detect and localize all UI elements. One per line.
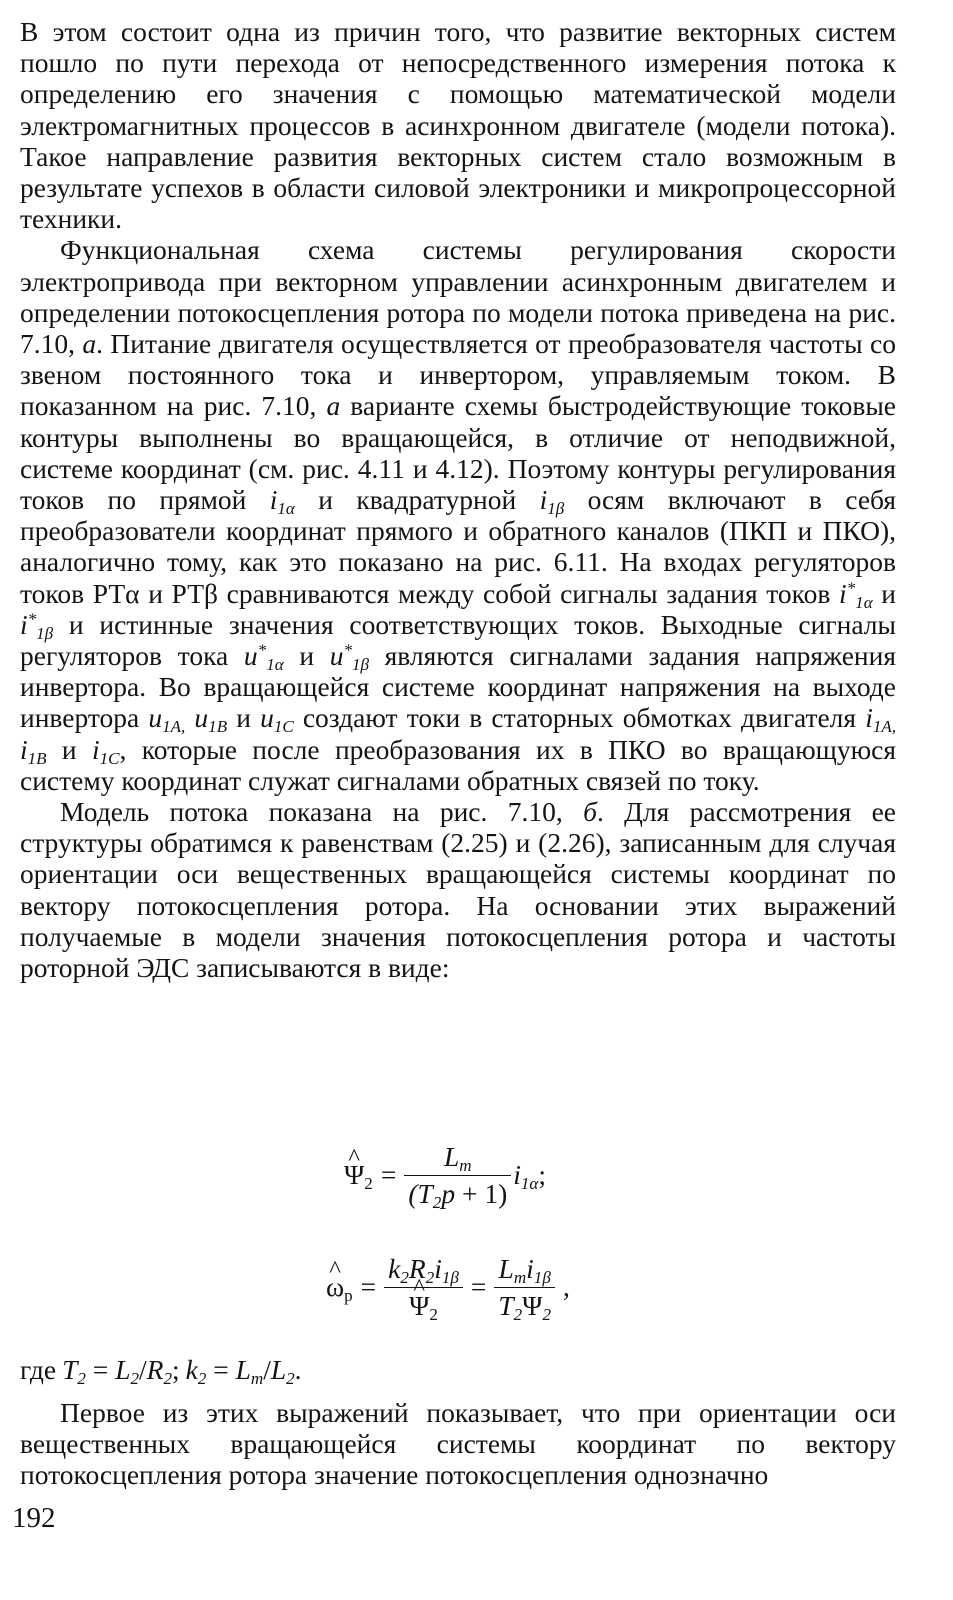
- p2-text-6: и: [872, 577, 896, 609]
- symbol-i1alpha: $i_{1\alpha}$: [269, 484, 295, 519]
- def-t2: $T_2 = L_2/R_2$;: [62, 1354, 180, 1389]
- body-text: [20, 16, 896, 983]
- symbol-i1B: $i_{1B}$: [20, 733, 47, 768]
- paragraph-1: В этом состоит одна из причин того, что развитие векторных систем пошло по пути перехода от непосредственного измерения потока к определению его значения с помощью математической модели электромагнитных процессов в асинхронном двигателе (модели потока). Такое направление развития векторных систем стало возможным в результате успехов в области силовой электроники и микропроцессорной техники.: [20, 16, 896, 235]
- fraction-lm-over-t2p: $\frac{L_m}{(T_2p + 1)}$: [404, 1141, 511, 1208]
- formula-rotor-frequency: ^ $\omega_р$ = $k_2R_2i_{1\beta}$ ^ $\Psi_2$ = $\frac{L_mi_{1\beta}}{T_2\Psi_2}$ ,: [326, 1247, 646, 1327]
- paragraph-3: Модель потока показана на рис. 7.10, б. Для рассмотрения ее структуры обратимся к равенствам (2.25) и (2.26), записанным для случая ориентации оси вещественных вращающейся системы координат по вектору потокосцепления ротора. На основании этих выражений получаемые в модели значения потокосцепления ротора и частоты роторной ЭДС записываются в виде:: [20, 796, 896, 984]
- def-k2: $k_2 = L_m/L_2$.: [185, 1354, 302, 1389]
- symbol-u1C: $u_{1C}$: [260, 702, 294, 737]
- symbol-u1A: $u_{1A,}$: [148, 702, 186, 737]
- p2-text-13: , которые после преобразования их в ПКО во вращающуюся систему координат служат сигналами обратных связей по току.: [20, 733, 897, 796]
- paragraph-2: [20, 234, 896, 796]
- p2-text-4: и квадратурной: [294, 484, 540, 516]
- formula-flux-linkage: ^ $\Psi_2$ = $\frac{L_m}{(T_2p + 1)}$ $i_{1\alpha}$;: [344, 1140, 604, 1210]
- symbol-u1beta-star: $u^*_{1\beta}$: [329, 640, 369, 675]
- psi-hat-2: ^ $\Psi_2$: [344, 1159, 373, 1190]
- symbol-u1alpha-star: $u^*_{1\alpha}$: [243, 640, 284, 675]
- symbol-u1B: $u_{1B}$: [194, 702, 228, 737]
- p2-text-3: варианте схемы быстродействующие токовые контуры выполнены во вращающейся, в отличие от неподвижной, системе координат (см. рис. 4.11 и 4.12). Поэтому контуры регулирования токов по прямой: [20, 390, 896, 516]
- page-number: 192: [12, 1502, 56, 1534]
- p2-text-9: являются сигналами задания напряжения инвертора. Во вращающейся системе координат напряжения на выходе инвертора: [20, 640, 896, 734]
- p2-text-7: и истинные значения соответствующих токов. Выходные сигналы регуляторов тока: [20, 608, 896, 672]
- p2-text-2: . Питание двигателя осуществляется от преобразователя частоты со звеном постоянного тока и инвертором, управляемым током. В показанном на рис. 7.10,: [20, 328, 896, 422]
- fraction-k2r2i: $k_2R_2i_{1\beta}$ ^ $\Psi_2$: [384, 1253, 463, 1320]
- symbol-i1alpha-star: $i^*_{1\alpha}$: [839, 577, 873, 612]
- symbol-i1beta-star: $i^*_{1\beta}$: [20, 608, 54, 643]
- where-definitions: где $T_2 = L_2/R_2$; $k_2 = L_m/L_2$.: [20, 1354, 302, 1389]
- p2-text-12: и: [46, 733, 92, 765]
- p2-text-1: Функциональная схема системы регулирования скорости электропривода при векторном управлении асинхронным двигателем и определении потокосцепления ротора по модели потока приведена на рис. 7.10,: [20, 234, 896, 360]
- symbol-i1beta: $i_{1\beta}$: [539, 484, 565, 519]
- omega-hat-p: ^ $\omega_р$: [326, 1271, 353, 1302]
- figure-ref-b: б: [583, 796, 597, 828]
- figure-ref-a: а: [82, 328, 97, 360]
- closing-text: [20, 1397, 896, 1491]
- p2-text-5: осям включают в себя преобразователи координат прямого и обратного каналов (ПКП и ПКО), аналогично тому, как это показано на рис. 6.11. На входах регуляторов токов РТα и РТβ сравниваются между собой сигналы задания токов: [20, 484, 896, 609]
- paragraph-4: Первое из этих выражений показывает, что при ориентации оси вещественных вращающейся системы координат по вектору потокосцепления ротора значение потокосцепления однозначно: [20, 1397, 896, 1491]
- fraction-lm-i-over-t2psi: $\frac{L_mi_{1\beta}}{T_2\Psi_2}$: [494, 1253, 555, 1320]
- p2-text-10: и: [227, 702, 261, 734]
- symbol-i1A: $i_{1A,}$: [865, 702, 897, 737]
- figure-ref-a: а: [326, 390, 341, 422]
- p2-text-11: создают токи в статорных обмотках двигателя: [293, 702, 866, 734]
- p2-text-8: и: [283, 640, 330, 672]
- symbol-i1C: $i_{1C}$: [92, 733, 120, 768]
